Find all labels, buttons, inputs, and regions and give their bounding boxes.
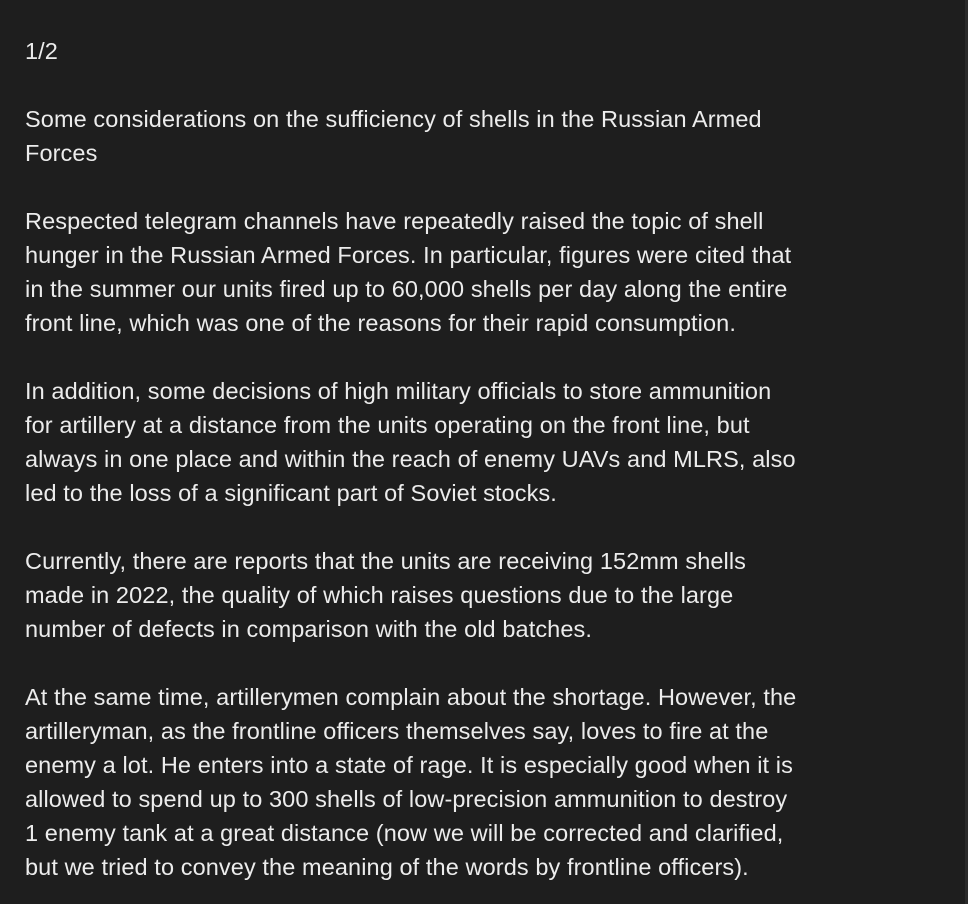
post-title: Some considerations on the sufficiency of shells in the Russian Armed Forces [25, 106, 762, 166]
page-counter: 1/2 [25, 38, 58, 64]
paragraph: Currently, there are reports that the units are receiving 152mm shells made in 2022, the quality of which raises questions due to the large number of defects in comparison with the old batches. [25, 548, 747, 642]
paragraph: At the same time, artillerymen complain about the shortage. However, the artilleryman, as the frontline officers themselves say, loves to fire at the enemy a lot. He enters into a state of rage. It is especially good when it is allowed to spend up to 300 shells of low-precision ammunition to destroy 1 enemy tank at a great distance (now we will be corrected and clarified, but we tried to convey the meaning of the words by frontline officers). [25, 684, 797, 880]
paragraph: Respected telegram channels have repeatedly raised the topic of shell hunger in the Russian Armed Forces. In particular, figures were cited that in the summer our units fired up to 60,000 shells per day along the entire front line, which was one of the reasons for their rapid consumption. [25, 208, 792, 336]
paragraph: In addition, some decisions of high military officials to store ammunition for artillery at a distance from the units operating on the front line, but always in one place and within the reach of enemy UAVs and MLRS, also led to the loss of a significant part of Soviet stocks. [25, 378, 796, 506]
